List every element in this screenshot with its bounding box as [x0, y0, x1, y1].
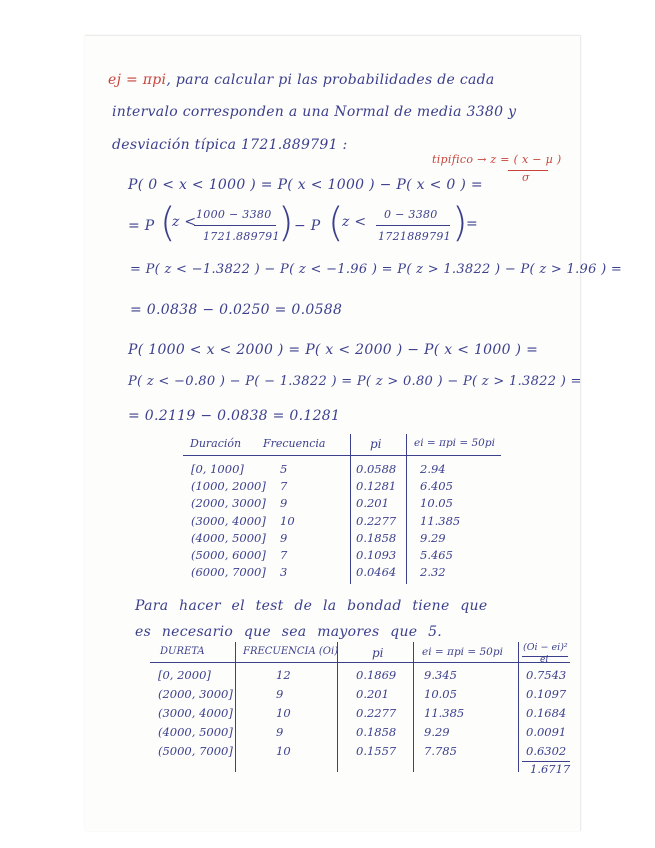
- table2-chi-cell: 0.1684: [526, 706, 567, 720]
- table1-pi-cell: 0.201: [356, 496, 389, 511]
- table1-header-duration: Duración: [190, 437, 242, 450]
- calc1-header: P( 0 < x < 1000 ) = P( x < 1000 ) − P( x < 0 ) =: [128, 177, 483, 193]
- table2-total: 1.6717: [530, 762, 571, 776]
- fraction-line-1: [194, 225, 276, 226]
- calc1-step1-end: =: [466, 216, 479, 232]
- table1-pi-cell: 0.0588: [356, 462, 397, 476]
- table1-duration-cell: (5000, 6000]: [191, 548, 266, 562]
- table1-ei-cell: 6.405: [420, 479, 453, 494]
- table1-duration-cell: (1000, 2000]: [191, 479, 266, 494]
- table2-ei-cell: 10.05: [424, 687, 457, 701]
- table2-header-ei: ei = πpi = 50pi: [422, 646, 503, 658]
- table1-pi-cell: 0.0464: [356, 565, 397, 580]
- table2-divider-2: [337, 642, 338, 772]
- table1-frequency-cell: 7: [280, 548, 288, 562]
- table2-duration-cell: (3000, 4000]: [158, 706, 233, 720]
- standardize-note: [432, 153, 561, 166]
- table2-duration-cell: (4000, 5000]: [158, 725, 233, 739]
- intro-line-2: intervalo corresponden a una Normal de media 3380 y: [112, 104, 517, 120]
- table2-ei-cell: 9.345: [424, 668, 457, 682]
- table2-chi-cell: 0.6302: [526, 744, 567, 758]
- table1-ei-cell: 2.32: [420, 565, 446, 580]
- calc1-num1: 1000 − 3380: [196, 208, 272, 221]
- fraction-line-2: [376, 225, 450, 226]
- table2-duration-cell: [0, 2000]: [158, 668, 211, 682]
- table1-duration-cell: (2000, 3000]: [191, 496, 266, 511]
- table1-duration-cell: [0, 1000]: [191, 462, 244, 476]
- table1-divider-1: [350, 434, 351, 584]
- table2-chi-cell: 0.7543: [526, 668, 567, 682]
- table2-duration-cell: (5000, 7000]: [158, 744, 233, 758]
- paragraph-line-1: Para hacer el test de la bondad tiene que: [135, 598, 488, 614]
- table2-chi-cell: 0.1097: [526, 687, 567, 701]
- table2-header-pi: pi: [372, 646, 384, 660]
- table2-pi-cell: 0.201: [356, 687, 389, 701]
- table1-ei-cell: 2.94: [420, 462, 446, 476]
- table1-duration-cell: (6000, 7000]: [191, 565, 266, 580]
- calc1-z2: z <: [342, 214, 367, 230]
- intro-line-3: desviación típica 1721.889791 :: [112, 137, 348, 153]
- paragraph-line-2: es necesario que sea mayores que 5.: [135, 624, 443, 640]
- arrow-icon: →: [477, 153, 487, 166]
- standardize-formula: z = ( x − µ ): [490, 153, 562, 166]
- left-paren-2: (: [328, 200, 344, 246]
- table1-frequency-cell: 10: [280, 513, 295, 528]
- table1-pi-cell: 0.1858: [356, 530, 397, 545]
- table2-ei-cell: 7.785: [424, 744, 457, 758]
- table2-pi-cell: 0.1869: [356, 668, 397, 682]
- calc1-step3: = 0.0838 − 0.0250 = 0.0588: [130, 302, 343, 318]
- calc2-line2: P( z < −0.80 ) − P( − 1.3822 ) = P( z > 0.80 ) − P( z > 1.3822 ) =: [128, 374, 582, 389]
- table1-ei-cell: 5.465: [420, 548, 453, 562]
- table2-header-frequency: FRECUENCIA (Oi): [243, 646, 339, 657]
- right-paren-1: ): [278, 200, 294, 246]
- calc1-step1-left: = P: [128, 218, 155, 234]
- table1-frequency-cell: 9: [280, 530, 288, 545]
- table2-frequency-cell: 10: [276, 706, 291, 720]
- calc1-num2: 0 − 3380: [384, 208, 438, 221]
- table1-header-pi: pi: [370, 437, 382, 451]
- calc1-den2: 1721889791: [378, 230, 451, 243]
- table2-header-chi-num: (Oi − ei)²: [523, 642, 568, 653]
- table2-frequency-cell: 9: [276, 725, 284, 739]
- table2-frequency-cell: 10: [276, 744, 291, 758]
- left-paren-1: (: [160, 200, 176, 246]
- table1-frequency-cell: 3: [280, 565, 288, 580]
- table1-header-ei: ei = πpi = 50pi: [414, 437, 495, 449]
- calc1-den1: 1721.889791: [203, 230, 280, 243]
- table1-ei-cell: 11.385: [420, 513, 461, 528]
- table1-pi-cell: 0.1093: [356, 548, 397, 562]
- standardize-denominator: σ: [522, 171, 530, 184]
- table2-ei-cell: 11.385: [424, 706, 465, 720]
- table1-frequency-cell: 5: [280, 462, 288, 476]
- intro-line-1-text: , para calcular pi las probabilidades de cada: [166, 72, 495, 88]
- calc1-mid: − P: [294, 218, 321, 234]
- table1-pi-cell: 0.1281: [356, 479, 397, 494]
- table2-duration-cell: (2000, 3000]: [158, 687, 233, 701]
- intro-line-1: [108, 72, 495, 88]
- table2-divider-4: [518, 642, 519, 772]
- table2-divider-3: [413, 642, 414, 772]
- table1-pi-cell: 0.2277: [356, 513, 397, 528]
- table2-header-rule: [150, 662, 570, 663]
- table2-pi-cell: 0.1557: [356, 744, 397, 758]
- table1-duration-cell: (3000, 4000]: [191, 513, 266, 528]
- table1-divider-2: [406, 434, 407, 584]
- standardize-label: tipifico: [432, 153, 474, 166]
- table1-duration-cell: (4000, 5000]: [191, 530, 266, 545]
- table2-header-chi-den: ei: [540, 655, 549, 665]
- table1-ei-cell: 9.29: [420, 530, 446, 545]
- table2-divider-1: [235, 642, 236, 772]
- calc2-line3: = 0.2119 − 0.0838 = 0.1281: [128, 408, 341, 424]
- table2-header-duration: DURETA: [160, 646, 205, 657]
- table2-pi-cell: 0.2277: [356, 706, 397, 720]
- table1-ei-cell: 10.05: [420, 496, 453, 511]
- table1-header-rule: [183, 455, 501, 456]
- table2-ei-cell: 9.29: [424, 725, 450, 739]
- table2-frequency-cell: 9: [276, 687, 284, 701]
- calc2-line1: P( 1000 < x < 2000 ) = P( x < 2000 ) − P( x < 1000 ) =: [128, 342, 539, 358]
- table1-frequency-cell: 7: [280, 479, 288, 494]
- table2-chi-cell: 0.0091: [526, 725, 567, 739]
- calc1-step2: = P( z < −1.3822 ) − P( z < −1.96 ) = P( z > 1.3822 ) − P( z > 1.96 ) =: [130, 262, 623, 277]
- table1-header-frequency: Frecuencia: [263, 437, 326, 450]
- calc1-z1: z <: [172, 214, 197, 230]
- table2-pi-cell: 0.1858: [356, 725, 397, 739]
- right-paren-2: ): [452, 200, 468, 246]
- table1-frequency-cell: 9: [280, 496, 288, 511]
- expected-formula: ej = πpi: [108, 72, 167, 88]
- table2-frequency-cell: 12: [276, 668, 291, 682]
